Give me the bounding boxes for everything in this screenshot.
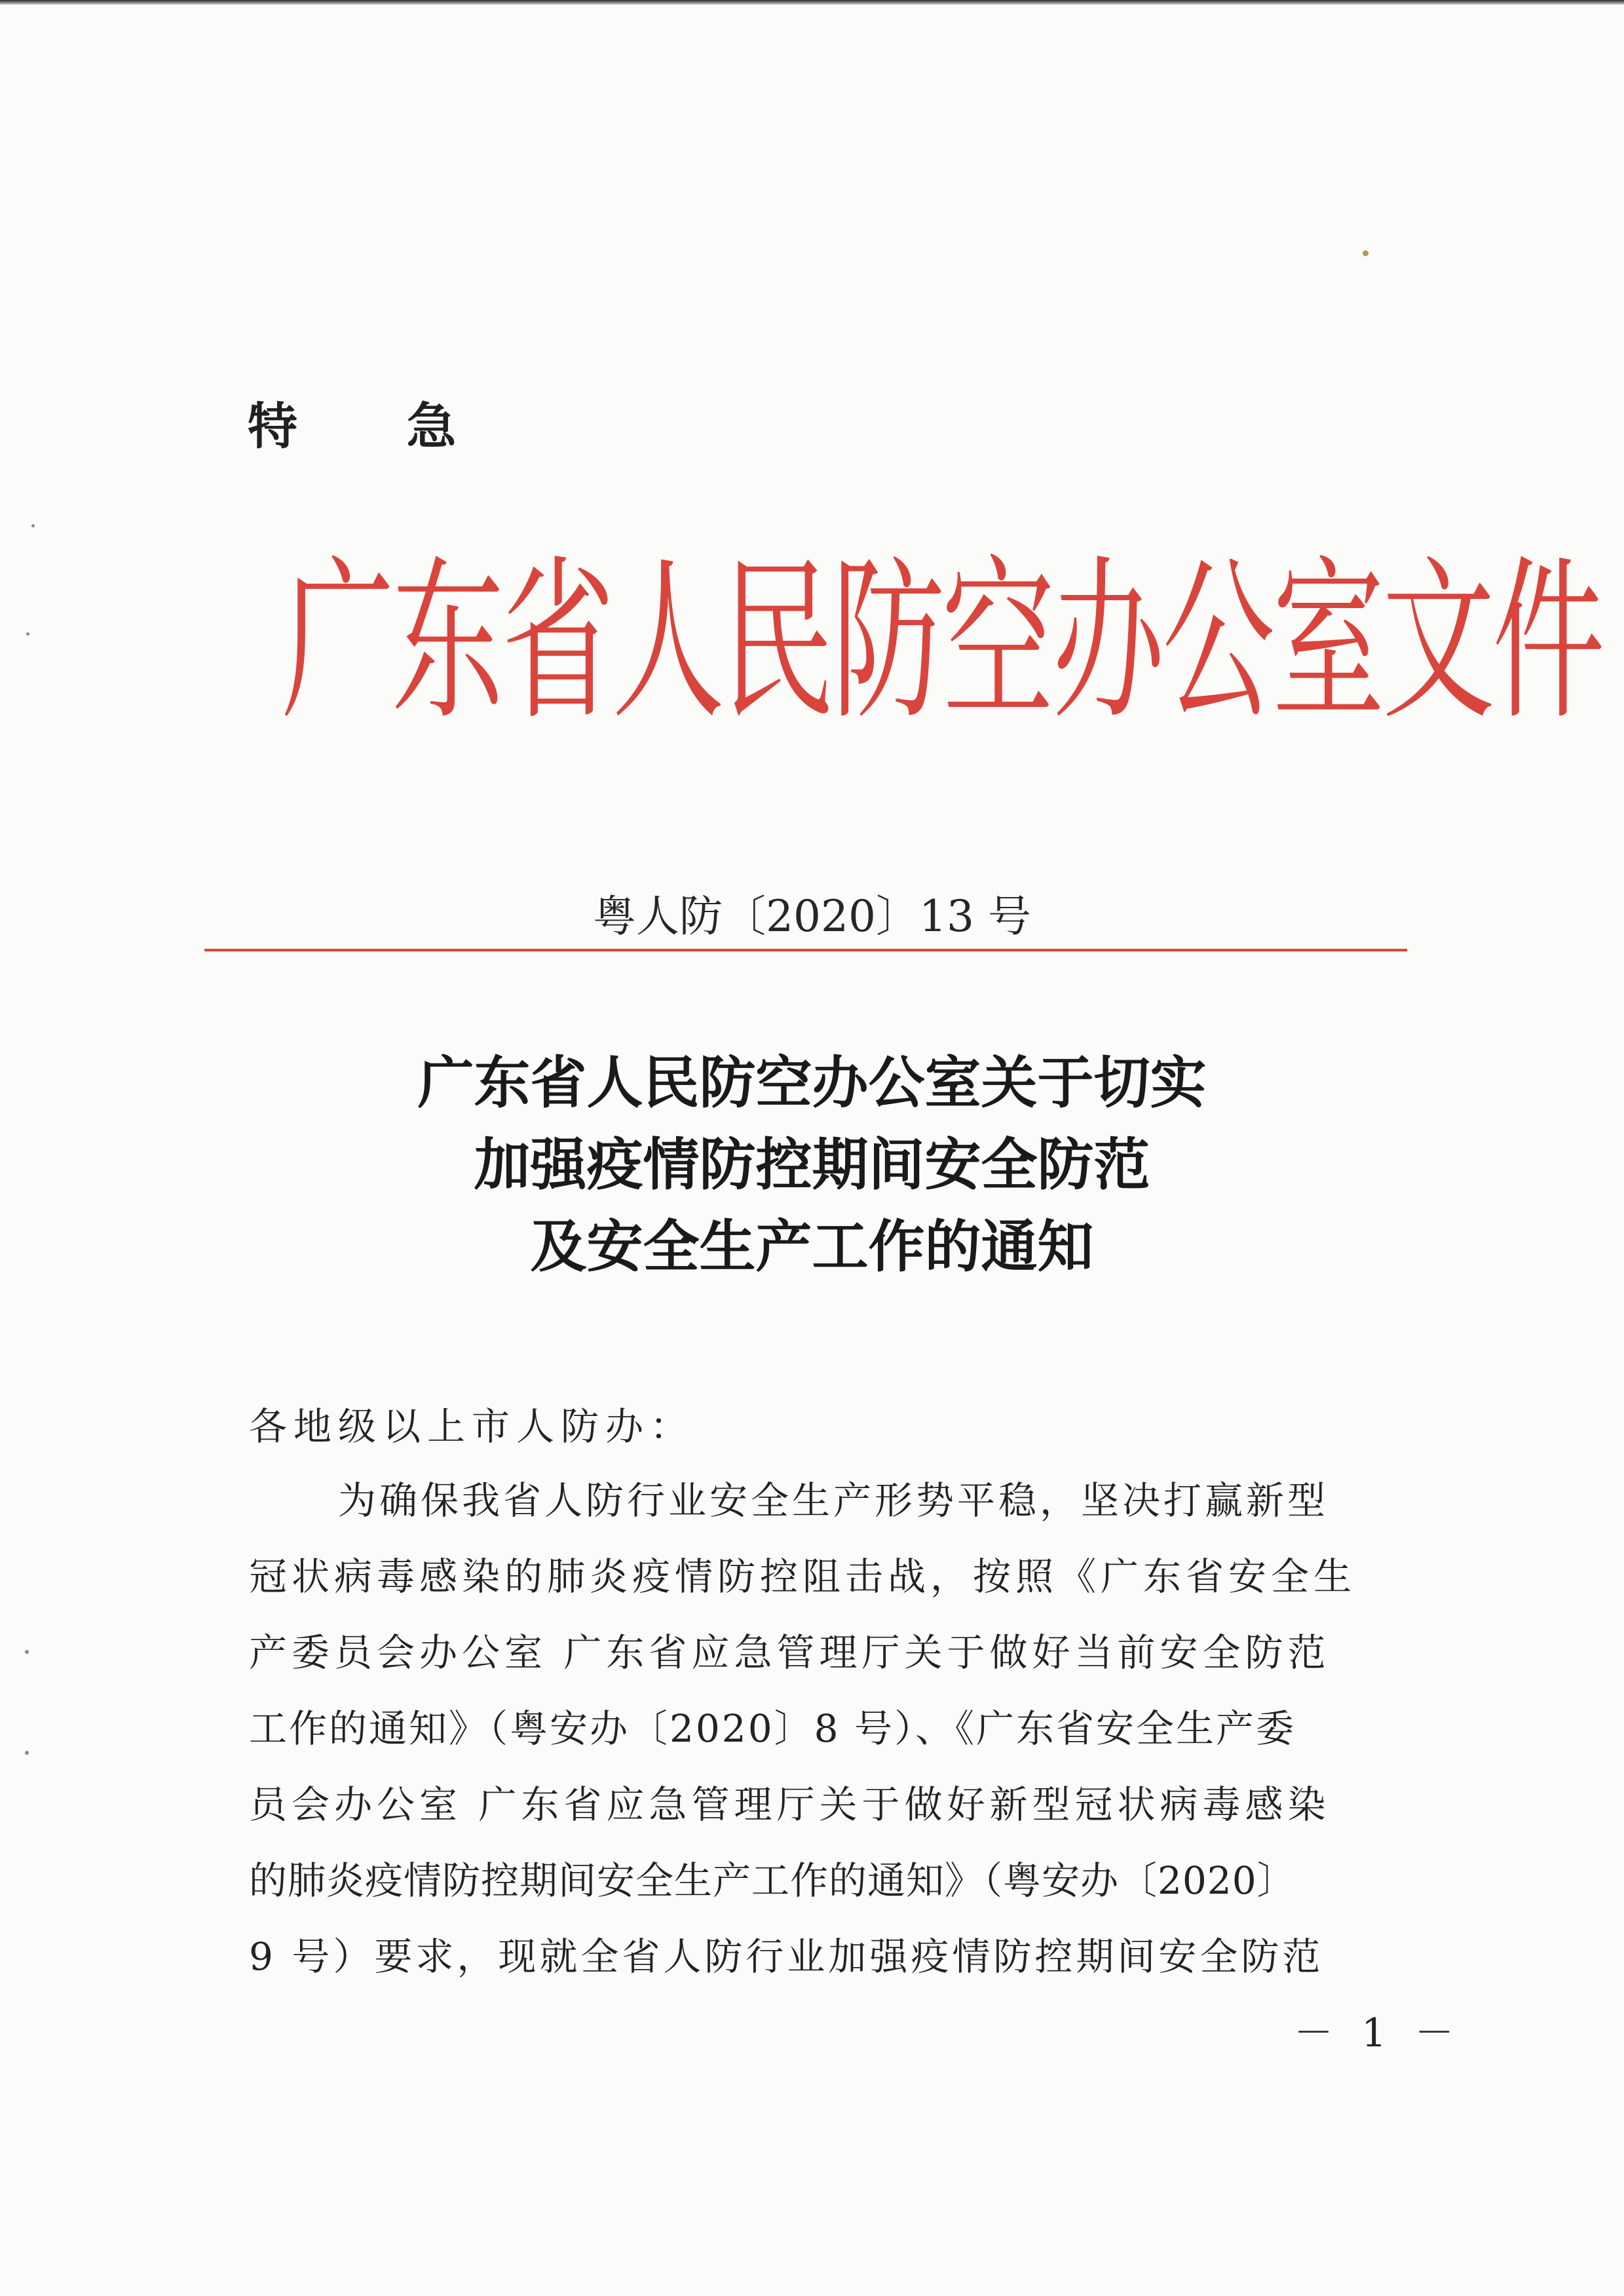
title-line: 广东省人民防空办公室关于切实 xyxy=(417,1050,1207,1116)
body-paragraph xyxy=(249,1463,1402,1995)
document-title xyxy=(0,1042,1624,1288)
scan-speck xyxy=(31,524,35,527)
title-line: 加强疫情防控期间安全防范 xyxy=(474,1132,1150,1198)
scan-speck xyxy=(25,1751,29,1755)
body-line: 员会办公室 广东省应急管理厅关于做好新型冠状病毒感染 xyxy=(249,1782,1331,1827)
salutation: 各地级以上市人防办： xyxy=(249,1404,695,1449)
body-line: 9 号）要求，现就全省人防行业加强疫情防控期间安全防范 xyxy=(249,1934,1324,1979)
body-line: 产委员会办公室 广东省应急管理厅关于做好当前安全防范 xyxy=(249,1630,1331,1675)
scan-speck xyxy=(25,1650,29,1654)
document-number: 粤人防〔2020〕13 号 xyxy=(593,891,1031,942)
body-line: 的肺炎疫情防控期间安全生产工作的通知》（粤安办〔2020〕 xyxy=(249,1858,1296,1903)
body-line: 为确保我省人防行业安全生产形势平稳，坚决打赢新型 xyxy=(338,1478,1329,1523)
scan-top-edge xyxy=(0,0,1624,5)
urgency-label: 特 急 xyxy=(248,397,502,455)
scan-speck xyxy=(26,632,29,636)
issuer-title: 广东省人民防空办公室文件 xyxy=(282,539,1602,744)
body-line: 冠状病毒感染的肺炎疫情防控阻击战，按照《广东省安全生 xyxy=(249,1554,1357,1599)
red-separator-line xyxy=(204,949,1407,951)
title-line: 及安全生产工作的通知 xyxy=(530,1214,1094,1280)
scan-speck xyxy=(1363,250,1369,256)
body-line: 工作的通知》（粤安办〔2020〕8 号）、《广东省安全生产委 xyxy=(249,1706,1296,1751)
page-number: － 1 － xyxy=(1294,2010,1462,2056)
